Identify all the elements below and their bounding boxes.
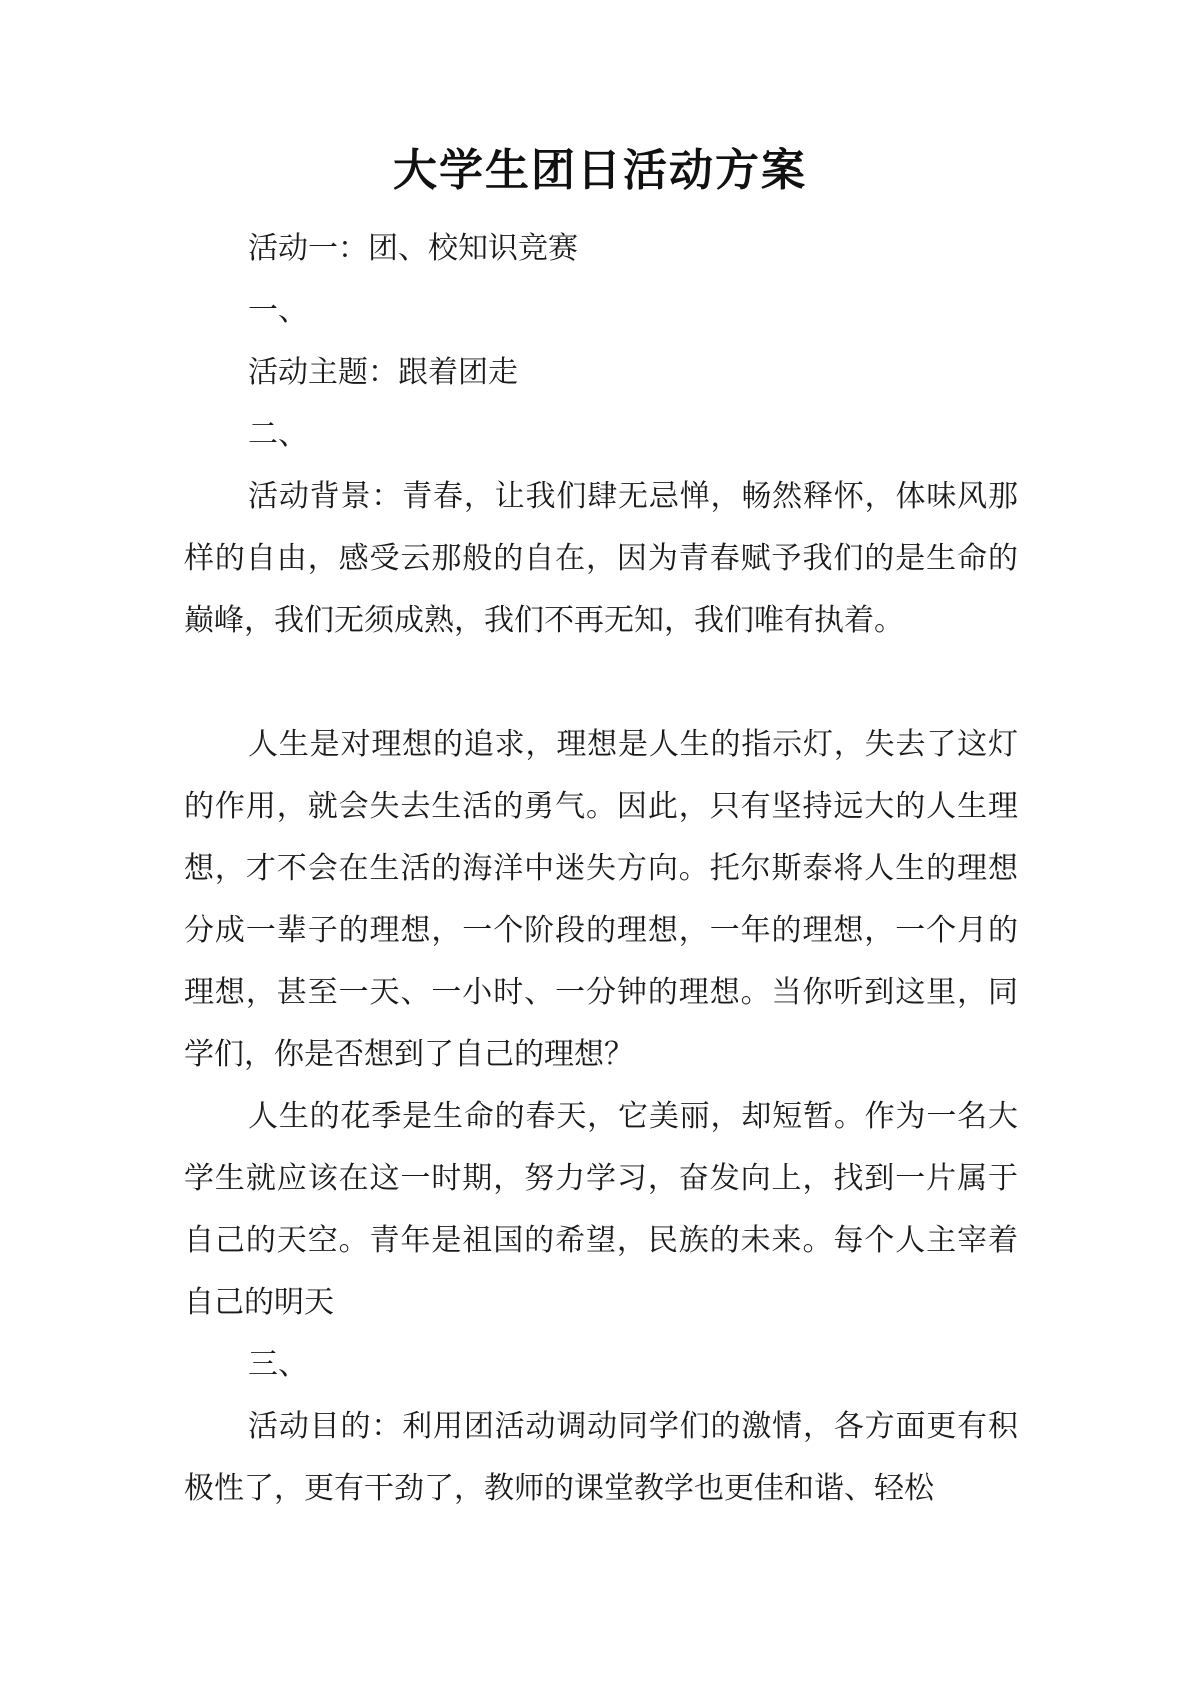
paragraph-activity-purpose: 活动目的：利用团活动调动同学们的激情，各方面更有积极性了，更有干劲了，教师的课堂教学也更佳和谐、轻松 <box>184 1409 1018 1506</box>
document-title: 大学生团日活动方案 <box>393 145 807 196</box>
paragraph-life-flower-season: 人生的花季是生命的春天，它美丽，却短暂。作为一名大学生就应该在这一时期，努力学习，奋发向上，找到一片属于自己的天空。青年是祖国的希望，民族的未来。每个人主宰着自己的明天 <box>184 1099 1018 1320</box>
section-marker-one: 一、 <box>248 293 308 328</box>
paragraph-life-ideals: 人生是对理想的追求，理想是人生的指示灯，失去了这灯的作用，就会失去生活的勇气。因此，只有坚持远大的人生理想，才不会在生活的海洋中迷失方向。托尔斯泰将人生的理想分成一辈子的理想，一个阶段的理想，一年的理想，一个月的理想，甚至一天、一小时、一分钟的理想。当你听到这里，同学们，你是否想到了自己的理想？ <box>184 727 1018 1072</box>
paragraph-activity-background: 活动背景：青春，让我们肆无忌惮，畅然释怀，体味风那样的自由，感受云那般的自在，因为青春赋予我们的是生命的巅峰，我们无须成熟，我们不再无知，我们唯有执着。 <box>184 479 1018 638</box>
paragraph-activity-theme: 活动主题：跟着团走 <box>248 355 518 390</box>
document-body <box>184 218 1018 1520</box>
blank-line <box>184 652 1018 714</box>
section-marker-two: 二、 <box>248 417 308 452</box>
section-marker-three: 三、 <box>248 1347 308 1382</box>
paragraph-activity-one: 活动一：团、校知识竞赛 <box>248 231 578 266</box>
